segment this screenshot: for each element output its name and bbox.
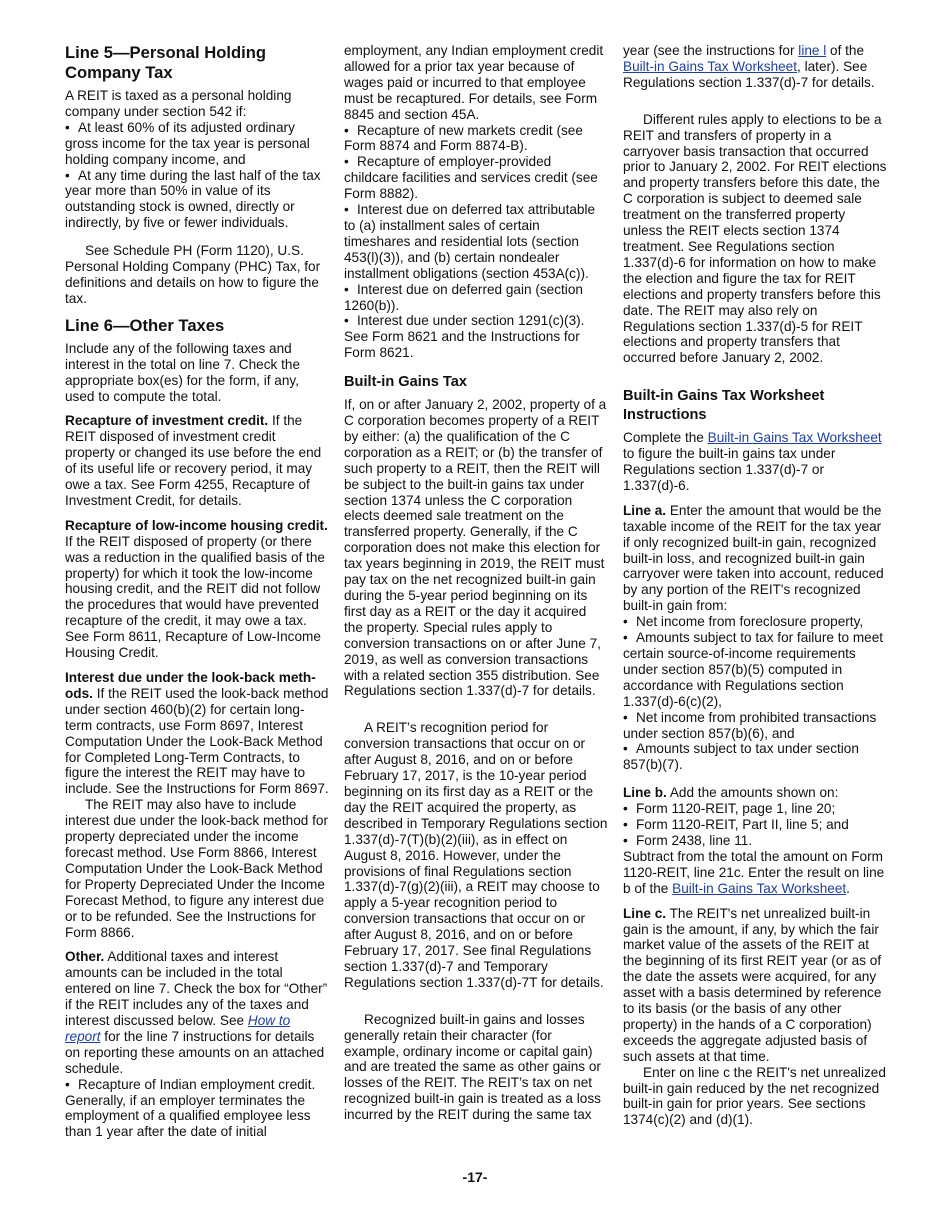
bullet-icon: • <box>344 313 349 329</box>
worksheet-intro: Complete the Built-in Gains Tax Worksheet to figure the built-in gains tax under Regulations section 1.337(d)-7 or 1.337(d)-6. <box>623 430 882 493</box>
heading-built-in-gains: Built-in Gains Tax <box>344 374 467 391</box>
bullet-icon: • <box>344 202 349 218</box>
line-b-bullet-2: • Form 1120-REIT, Part II, line 5; and <box>623 817 849 833</box>
different-rules: Different rules apply to elections to be a REIT and transfers of property in a carryover basis transaction that occurred prior to January 2, 2002. For REIT elections and property transfers before this date, the C corporation is subject to deemed sale treatment on the transferred property unless the REIT elects section 1374 treatment. See Regulations section 1.337(d)-6 for information on how to make the election and figure the tax for REIT elections and property transfers before this date. The REIT may also rely on Regulations section 1.337(d)-5 for REIT elections and property transfers that occurred before January 2, 2002. <box>623 111 887 366</box>
line-b-bullet-3: • Form 2438, line 11. <box>623 832 753 848</box>
line-a-bullet-2: • Amounts subject to tax for failure to meet certain source-of-income requirements under section 857(b)(5) computed in accordance with Regulations section 1.337(d)-6(c)(2), <box>623 630 884 709</box>
col2-bullet-2: • Recapture of employer-provided childcare facilities and services credit (see Form 8882). <box>344 154 598 202</box>
line-a-bullet-3: • Net income from prohibited transactions under section 857(b)(6), and <box>623 709 877 741</box>
worksheet-link-3[interactable]: Built-in Gains Tax Worksheet <box>672 880 847 896</box>
bullet-icon: • <box>344 122 349 138</box>
bullet-icon: • <box>623 614 628 630</box>
interest-lookback: Interest due under the look-back meth-ods. If the REIT used the look-back method under section 460(b)(2) for certain long-term contracts, use Form 8697, Interest Computation Under the Look-Back Method for Completed Long-Term Contracts, to figure the interest the REIT may have to include. See the Instructions for Form 8697. <box>65 670 329 797</box>
recapture-investment: Recapture of investment credit. If the REIT disposed of investment credit property or changed its use before the end of its useful life or recovery period, it may owe a tax. See Form 4255, Recapture of Investment Credit, for details. <box>65 413 322 508</box>
interest-lookback-more: The REIT may also have to include interest due under the look-back method for property depreciated under the income forecast method. Use Form 8866, Interest Computation Under the Look-Back Method for Property Depreciated Under the Income Forecast Method, to figure any interest due or to be refunded. See the Instructions for Form 8866. <box>65 797 328 940</box>
bullet-icon: • <box>623 709 628 725</box>
worksheet-link-1[interactable]: Built-in Gains Tax Worksheet <box>623 58 798 74</box>
line-c: Line c. The REIT's net unrealized built-in gain is the amount, if any, by which the fair market value of the assets of the REIT at the beginning of its first REIT year (or as of the date the assets were acquired, for any asset with a basis determined by reference to its basis (or the basis of any other property) in the hands of a C corporation) exceeds the aggregate adjusted basis of such assets at that time. <box>623 905 882 1064</box>
column-left <box>65 43 329 1140</box>
indian-credit-cont: employment, any Indian employment credit allowed for a prior tax year because of wages paid or incurred to that employee must be recaptured. For details, see Form 8845 and section 45A. <box>344 43 604 122</box>
bullet-icon: • <box>65 167 70 183</box>
bullet-icon: • <box>623 801 628 817</box>
bullet-icon: • <box>623 832 628 848</box>
big-paragraph-3: Recognized built-in gains and losses generally retain their character (for example, ordinary income or capital gain) and are treated the same as other gains or losses of the REIT. The REIT’s tax on net recognized built-in gain is treated as a loss incurred by the REIT during the same tax <box>344 1011 601 1123</box>
bullet-icon: • <box>623 630 628 646</box>
line-b: Line b. Add the amounts shown on: <box>623 785 839 801</box>
bullet-icon: • <box>344 154 349 170</box>
built-in-gains-cont: year (see the instructions for line l of the Built-in Gains Tax Worksheet, later). See Regulations section 1.337(d)-7 for details. <box>623 43 875 90</box>
col2-bullet-1: • Recapture of new markets credit (see Form 8874 and Form 8874-B). <box>344 122 583 154</box>
recapture-low-income: Recapture of low-income housing credit. If the REIT disposed of property (or there was a reduction in the qualified basis of the property) for which it took the low-income housing credit, and the REIT did not follow the procedures that would have prevented recapture of the credit, it may owe a tax. See Form 8611, Recapture of Low-Income Housing Credit. <box>65 517 328 661</box>
line5-bullet-1: • At least 60% of its adjusted ordinary gross income for the tax year is personal holding company income, and <box>65 119 310 167</box>
line-a: Line a. Enter the amount that would be the taxable income of the REIT for the tax year if only recognized built-in gain, recognized built-in loss, and recognized built-in gain carryover were taken into account, reduced by any portion of the REIT's recognized built-in gain from: <box>623 502 884 614</box>
heading-line6: Line 6—Other Taxes <box>65 315 225 335</box>
line-b-subtract: Subtract from the total the amount on Form 1120-REIT, line 21c. Enter the result on line b of the Built-in Gains Tax Worksheet. <box>623 848 885 896</box>
col2-bullet-4: • Interest due on deferred gain (section 1260(b)). <box>344 281 583 313</box>
heading-line5: Line 5—Personal Holding Company Tax <box>65 43 266 82</box>
line-b-bullet-1: • Form 1120-REIT, page 1, line 20; <box>623 801 836 817</box>
other-taxes: Other. Additional taxes and interest amounts can be included in the total entered on line 7. Check the box for “Other” if the REIT includes any of the taxes and interest discussed below. See How to report for the line 7 instructions for details on reporting these amounts on an attached schedule. <box>65 949 328 1076</box>
heading-worksheet-instructions: Built-in Gains Tax Worksheet Instructions <box>623 388 825 424</box>
col2-bullet-3: • Interest due on deferred tax attributable to (a) installment sales of certain timeshares and residential lots (section 453(l)(3)), and (b) certain nondealer installment obligations (section 453A(c)). <box>344 202 596 281</box>
line-a-bullet-4: • Amounts subject to tax under section 857(b)(7). <box>623 741 859 773</box>
worksheet-link-2[interactable]: Built-in Gains Tax Worksheet <box>707 430 882 446</box>
big-paragraph-1: If, on or after January 2, 2002, property of a C corporation becomes property of a REIT by either: (a) the qualification of the C corporation as a REIT; or (b) the transfer of such property to a REIT, then the REIT will be subject to the built-in gains tax under section 1374 unless the C corporation elects deemed sale treatment on the transferred property. Generally, if the C corporation does not make this election for tax years beginning in 2019, the REIT must pay tax on the net recognized built-in gain during the 5-year period beginning on its first day as a REIT or the day it acquired the property. Special rules apply to conversion transactions on or after June 7, 2019, as well as conversion transactions with a related section 355 distribution. See Regulations section 1.337(d)-7 for details. <box>344 397 607 699</box>
bullet-icon: • <box>623 741 628 757</box>
other-bullet-1: • Recapture of Indian employment credit. Generally, if an employer terminates the employment of a qualified employee less than 1 year after the date of initial <box>65 1076 316 1140</box>
line6-intro: Include any of the following taxes and interest in the total on line 7. Check the appropriate box(es) for the form, if any, used to compute the total. <box>65 340 301 404</box>
line5-see: See Schedule PH (Form 1120), U.S. Personal Holding Company (PHC) Tax, for definitions and details on how to figure the tax. <box>65 243 321 306</box>
page-number: -17- <box>462 1169 488 1185</box>
line-a-bullet-1: • Net income from foreclosure property, <box>623 614 864 630</box>
line-c-more: Enter on line c the REIT's net unrealized built-in gain reduced by the net recognized built-in gain for prior years. See sections 1374(c)(2) and (d)(1). <box>623 1064 886 1128</box>
line5-bullet-2: • At any time during the last half of the tax year more than 50% in value of its outstanding stock is owned, directly or indirectly, by five or fewer individuals. <box>65 167 321 231</box>
bullet-icon: • <box>65 1076 70 1092</box>
bullet-icon: • <box>65 119 70 135</box>
column-right <box>623 43 887 1137</box>
bullet-icon: • <box>344 281 349 297</box>
line-l-link[interactable]: line l <box>798 43 827 58</box>
col2-bullet-5: • Interest due under section 1291(c)(3). See Form 8621 and the Instructions for Form 8621. <box>344 313 585 361</box>
bullet-icon: • <box>623 817 628 833</box>
line5-intro: A REIT is taxed as a personal holding company under section 542 if: <box>65 88 292 119</box>
big-paragraph-2: A REIT’s recognition period for conversion transactions that occur on or after August 8, 2016, and on or before February 17, 2017, is the 10-year period beginning on its first day as a REIT or the day the REIT acquired the property, as described in Temporary Regulations section 1.337(d)-7(T)(b)(2)(iii), as in effect on August 8, 2016. However, under the provisions of final Regulations section 1.337(d)-7(g)(2)(iii), a REIT may choose to apply a 5-year recognition period to conversion transactions that occur on or after August 8, 2016, and on or before February 17, 2017. See final Regulations section 1.337(d)-7 and Temporary Regulations section 1.337(d)-7T for details. <box>344 720 608 990</box>
how-to-report-link[interactable]: How to report <box>65 1013 291 1044</box>
column-middle <box>344 43 608 1132</box>
